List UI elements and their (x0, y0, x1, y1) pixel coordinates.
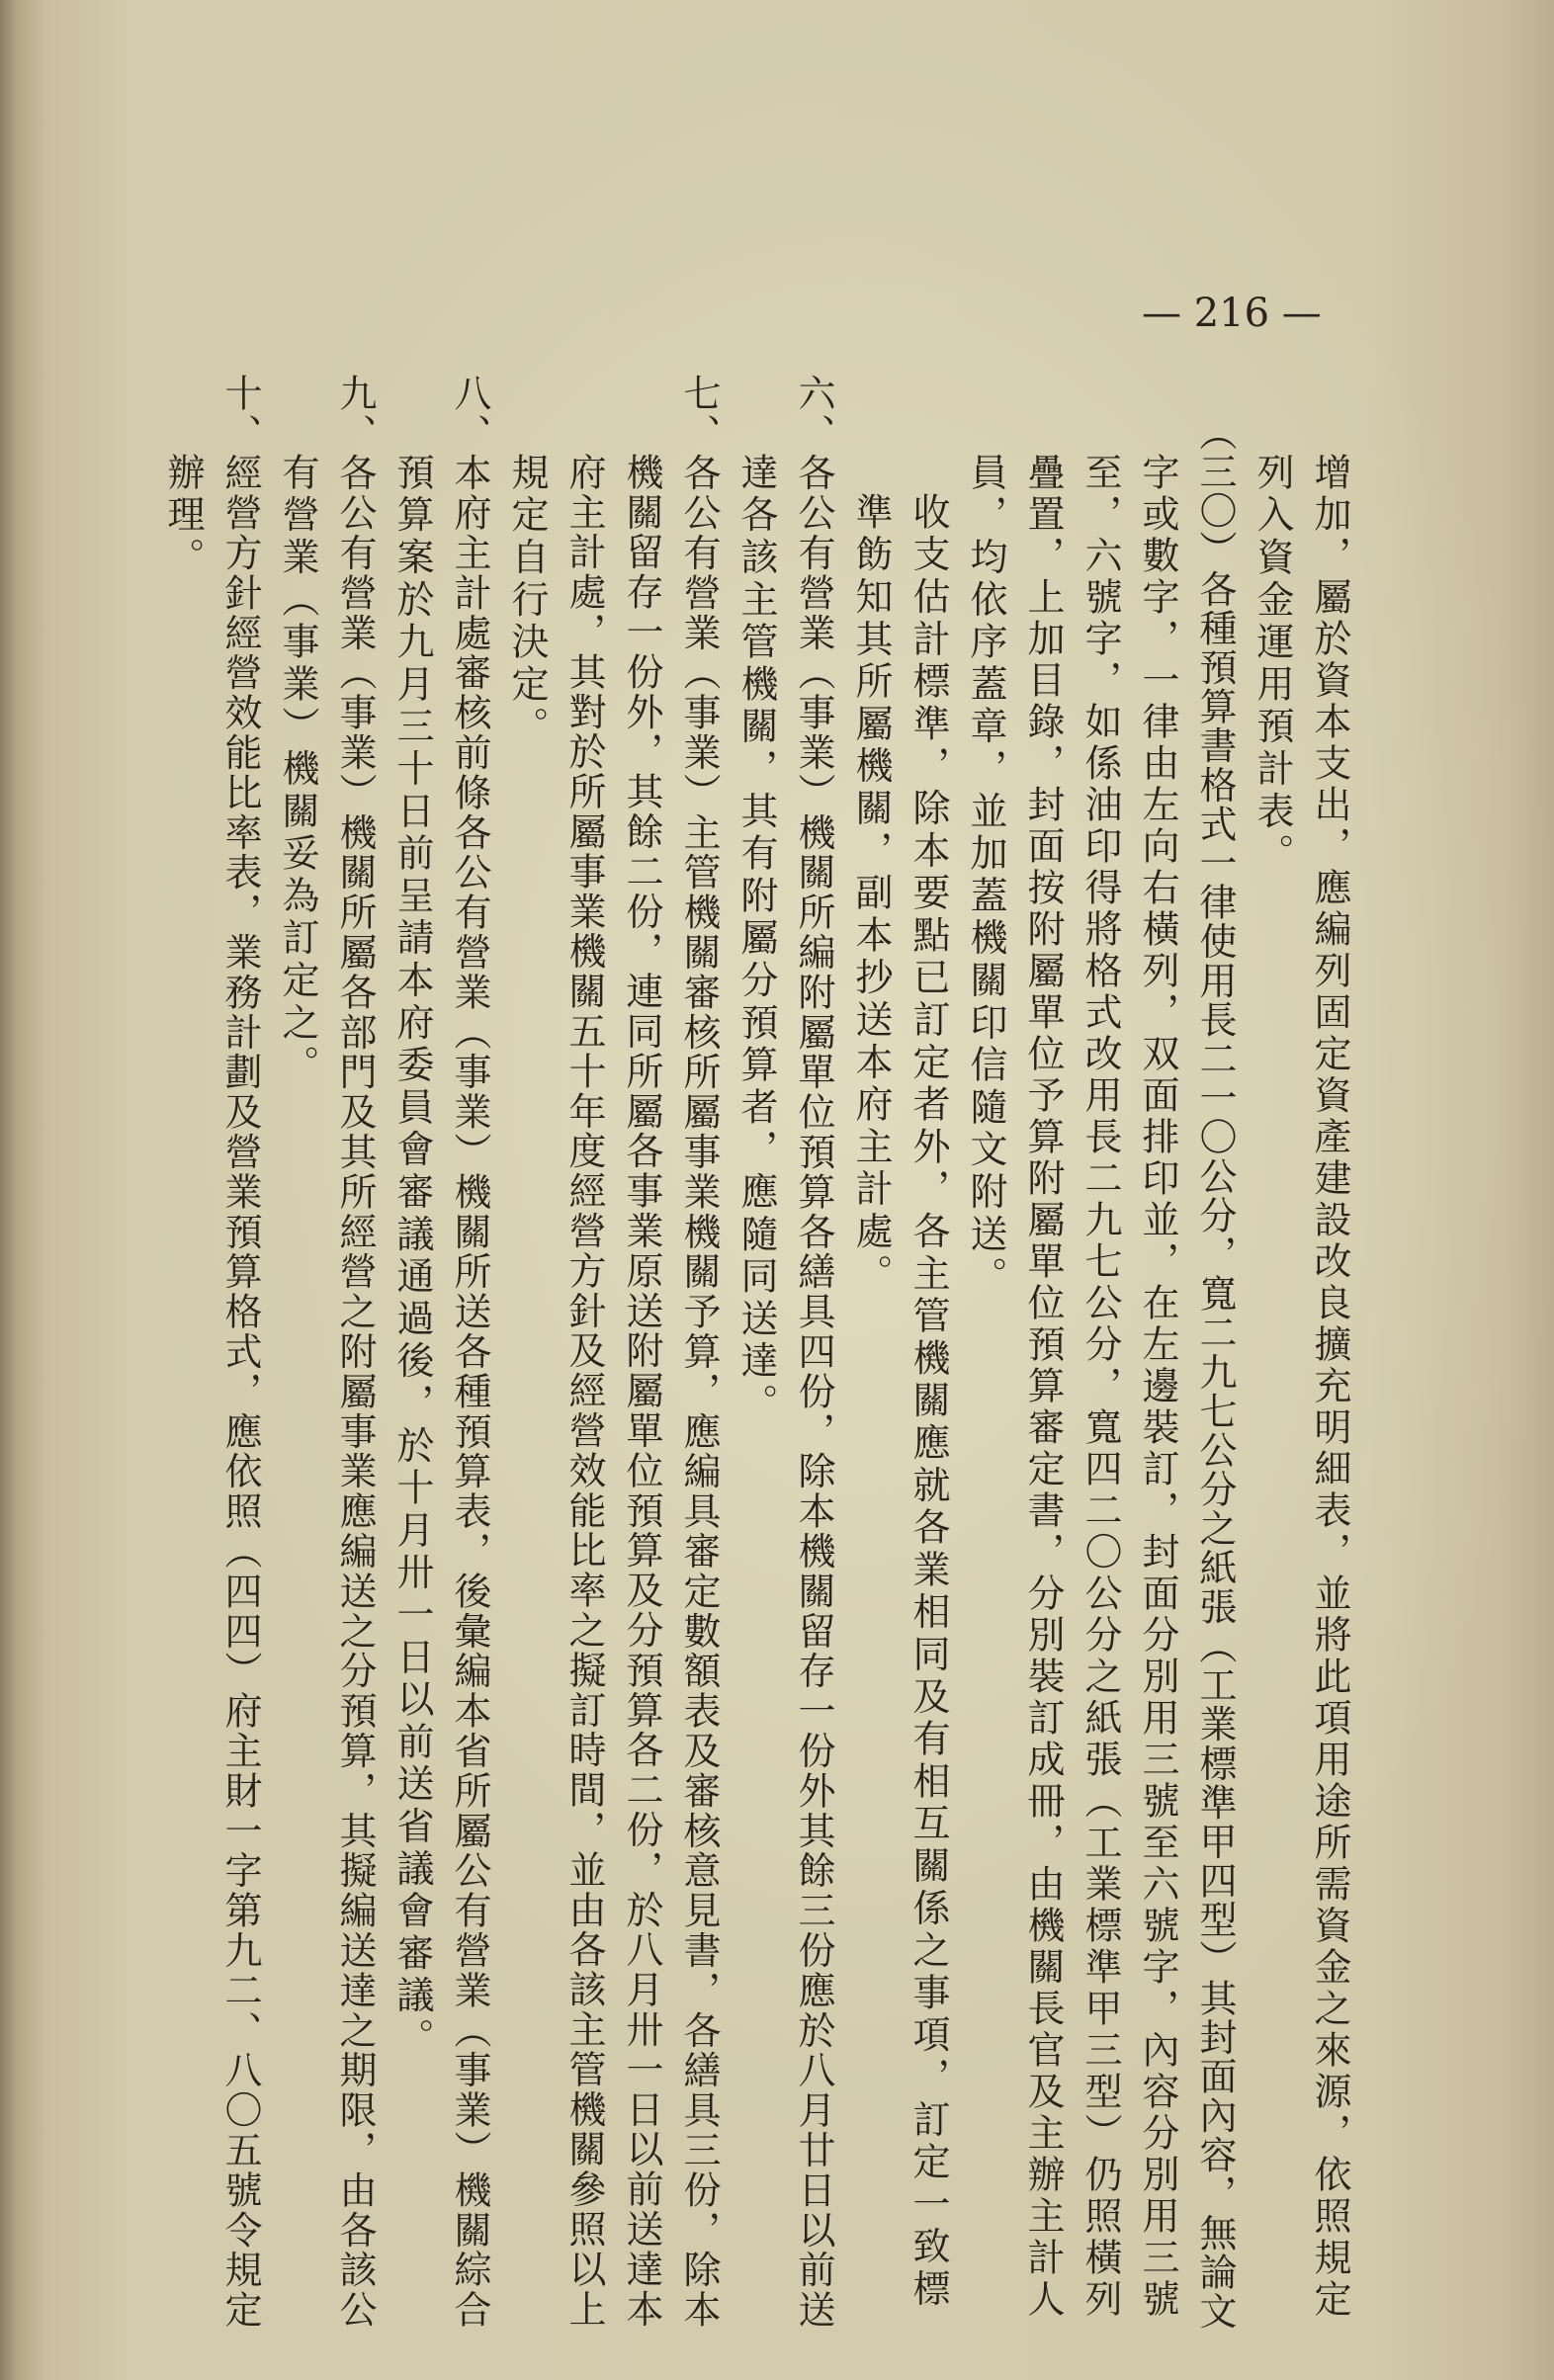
text-column-4: 字或數字，一律由左向右橫列，双面排印並，在左邊裝訂，封面分別用三號至六號字，內容分別用三號 (1136, 453, 1179, 2321)
text-column-8: 收支估計標準，除本要點已訂定者外，各主管機關應就各業相同及有相互關係之事項，訂定一致標 (906, 492, 950, 2312)
text-column-16: 八、本府主計處審核前條各公有營業（事業）機關所送各種預算表，後彙編本省所屬公有營業（事業）機關綜合 (448, 374, 491, 2331)
text-column-2: 列入資金運用預計表。 (1251, 453, 1294, 876)
text-column-18: 九、各公有營業（事業）機關所屬各部門及其所經營之附屬事業應編送之分預算，其擬編送達之期限，由各該公 (333, 374, 377, 2331)
text-column-9: 準飭知其所屬機關，副本抄送本府主計處。 (849, 492, 893, 1297)
text-column-5: 至，六號字，如係油印得將格式改用長二九七公分，寬四二〇公分之紙張（工業標準甲三型）仍照橫列 (1079, 453, 1122, 2321)
text-column-13: 機關留存一份外，其餘二份，連同所屬各事業原送附屬單位預算及分預算各二份，於八月卅一日以前送達本 (620, 453, 663, 2330)
text-column-11: 達各該主管機關，其有附屬分預算者，應隨同送達。 (734, 453, 778, 1426)
text-column-15: 規定自行決定。 (505, 453, 549, 749)
text-column-3: （三〇）各種預算書格式一律使用長二一〇公分，寬二九七公分之紙張（工業標準甲四型）其封面內容，無論文 (1193, 413, 1237, 2332)
text-column-1: 增加，屬於資本支出，應編列固定資產建設改良擴充明細表，並將此項用途所需資金之來源，依照規定 (1308, 453, 1351, 2321)
text-column-7: 員，均依序蓋章，並加蓋機關印信隨文附送。 (964, 453, 1007, 1299)
text-column-12: 七、各公有營業（事業）主管機關審核所屬事業機關予算，應編具審定數額表及審核意見書，各繕具三份，除本 (677, 374, 721, 2331)
text-column-20: 十、經營方針經營效能比率表，業務計劃及營業預算格式，應依照（四四）府主財一字第九二、八〇五號令規定 (218, 374, 262, 2331)
text-column-10: 六、各公有營業（事業）機關所編附屬單位預算各繕具四份，除本機關留存一份外其餘三份應於八月廿日以前送 (792, 374, 835, 2331)
text-column-19: 有營業（事業）機關妥為訂定之。 (276, 453, 319, 1087)
text-column-14: 府主計處，其對於所屬事業機關五十年度經營方針及經營效能比率之擬訂時間，並由各該主管機關參照以上 (562, 453, 606, 2330)
page-number: — 216 — (1142, 291, 1322, 336)
text-column-6: 疊置，上加目錄，封面按附屬單位予算附屬單位預算審定書，分別裝訂成冊，由機關長官及主辦主計人 (1021, 453, 1065, 2321)
text-column-17: 預算案於九月三十日前呈請本府委員會審議通過後，於十月卅一日以前送省議會審議。 (390, 453, 434, 2061)
text-column-21: 辦理。 (161, 453, 205, 580)
